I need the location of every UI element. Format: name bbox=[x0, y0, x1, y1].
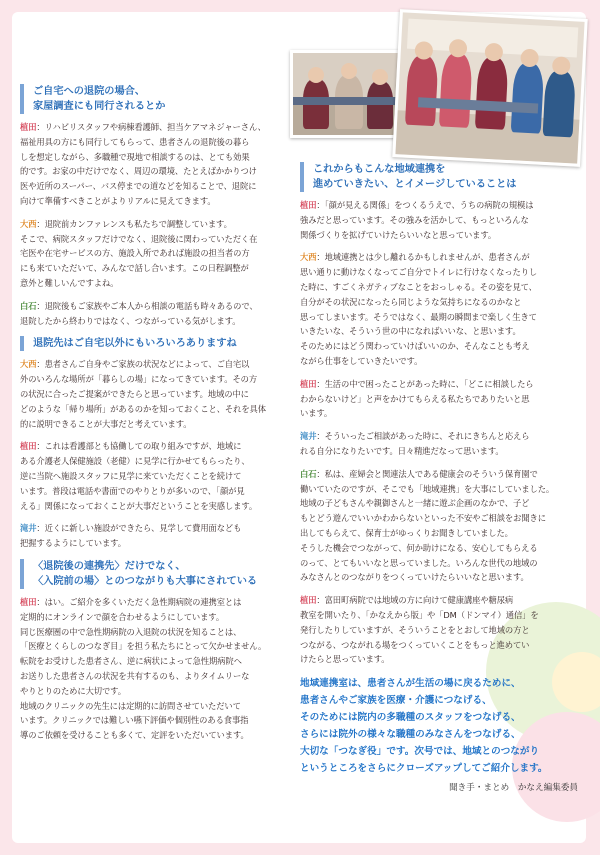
section-body-future bbox=[300, 198, 578, 667]
paragraph-line bbox=[300, 444, 578, 459]
line-text: お送りした患者さんの状況を共有するのも、よりタイムリーな bbox=[20, 670, 250, 681]
paragraph-line bbox=[300, 429, 578, 444]
paragraph-line bbox=[20, 521, 290, 536]
paragraph-line bbox=[300, 652, 578, 667]
paragraph-line bbox=[20, 484, 290, 499]
line-text: える」関係になっておくことが大事だということを実感します。 bbox=[20, 500, 258, 511]
line-text: います。クリニックでは難しい嚥下評価や個別性のある食事指 bbox=[20, 715, 249, 726]
line-text: た時に、すごくネガティブなことをおっしゃる。その姿を見て、 bbox=[300, 281, 537, 292]
paragraph-line bbox=[20, 179, 290, 194]
dialogue-paragraph bbox=[300, 593, 578, 667]
line-text: いきたいな、そういう世の中になればいいな、と思います。 bbox=[300, 326, 521, 337]
speaker-name: 白石 bbox=[300, 468, 317, 479]
line-text: 的に説明できることが大事だと考えています。 bbox=[20, 418, 192, 429]
paragraph-line bbox=[20, 728, 290, 743]
paragraph-line bbox=[300, 541, 578, 556]
paragraph-line bbox=[20, 194, 290, 209]
dialogue-paragraph bbox=[300, 198, 578, 242]
paragraph-line bbox=[300, 467, 578, 482]
line-text: ：生活の中で困ったことがあった時に、「どこに相談したら bbox=[316, 378, 534, 389]
paragraph-line bbox=[20, 454, 290, 469]
paragraph-line bbox=[300, 250, 578, 265]
line-text: のって、とてもいいなと思っていました。いろんな世代の地域の bbox=[300, 557, 538, 568]
line-text: そこで、病院スタッフだけでなく、退院後に関わっていただく在 bbox=[20, 233, 258, 244]
line-text: そうした機会でつながって、何か助けになる、安心してもらえる bbox=[300, 542, 538, 553]
line-text: 教室を開いたり、「かなえから版」や「DM（ドンマイ）通信」を bbox=[300, 609, 539, 620]
line-text: 「医療とくらしのつなぎ目」を担う私たちにとって欠かせません。 bbox=[20, 641, 267, 652]
paragraph-line bbox=[20, 439, 290, 454]
line-text: います。普段は電話や書面でのやりとりが多いので、「顔が見 bbox=[20, 485, 245, 496]
paragraph-line bbox=[20, 299, 290, 314]
left-column bbox=[20, 84, 290, 751]
line-text: ：リハビリスタッフや病棟看護師、担当ケアマネジャーさん、 bbox=[36, 122, 266, 132]
line-text: ：患者さんご自身やご家族の状況などによって、ご自宅以 bbox=[36, 359, 250, 370]
paragraph-line bbox=[300, 310, 578, 325]
paragraph-line bbox=[20, 469, 290, 484]
line-text: ：退院後もご家族やご本人から相談の電話も時々あるので、 bbox=[36, 300, 258, 311]
line-text: ：私は、産婦会と関連法人である健康会のそういう保育園で bbox=[316, 468, 538, 479]
line-text: そのためにはどう関わっていけばいいのか、そんなことも考え bbox=[300, 341, 530, 352]
line-text: ：これは看護部とも協働しての取り組みですが、地域に bbox=[36, 441, 242, 452]
paragraph-line bbox=[20, 387, 290, 402]
paragraph-line bbox=[20, 150, 290, 165]
line-text: ：富田町病院では地域の方に向けて健康講座や糖尿病 bbox=[316, 595, 514, 606]
dialogue-paragraph bbox=[20, 357, 290, 431]
paragraph-line bbox=[300, 354, 578, 369]
line-text: つながる、つながれる場をつくっていくことをもっと進めてい bbox=[300, 639, 530, 650]
line-text: どのような「帰り場所」があるのかを知っておくこと、それを具体 bbox=[20, 403, 266, 414]
section-body-pre-admission bbox=[20, 595, 290, 743]
line-text: 強みだと思っています。その強みを活かして、もっといろんな bbox=[300, 214, 529, 225]
line-text: います。 bbox=[300, 408, 333, 419]
paragraph-line bbox=[20, 120, 290, 135]
paragraph-line bbox=[300, 295, 578, 310]
line-text: ながら仕事をしていきたいです。 bbox=[300, 355, 423, 366]
section-heading-home-discharge: ご自宅への退院の場合、 家屋調査にも同行されるとか bbox=[20, 84, 290, 114]
dialogue-paragraph bbox=[300, 250, 578, 368]
right-column bbox=[300, 162, 578, 793]
dialogue-paragraph bbox=[20, 217, 290, 291]
speaker-name: 植田 bbox=[20, 122, 37, 132]
section-body-other-destinations bbox=[20, 357, 290, 551]
line-text: ：はい。ご紹介を多くいただく急性期病院の連携室とは bbox=[36, 596, 242, 607]
dialogue-paragraph bbox=[300, 429, 578, 459]
paragraph-line bbox=[300, 511, 578, 526]
line-text: しを想定しながら、多職種で現地で相談するのは、とても効果 bbox=[20, 151, 250, 162]
paragraph-line bbox=[20, 164, 290, 179]
line-text: 福祉用具の方にも同行してもらって、患者さんの退院後の暮ら bbox=[20, 136, 250, 147]
paragraph-line bbox=[20, 135, 290, 150]
paragraph-line bbox=[20, 357, 290, 372]
speaker-name: 大西 bbox=[20, 218, 37, 229]
staff-photo-large bbox=[392, 9, 587, 167]
line-text: ：近くに新しい施設ができたら、見学して費用面なども bbox=[36, 523, 242, 534]
dialogue-paragraph bbox=[20, 299, 290, 329]
section-body-home-discharge bbox=[20, 120, 290, 328]
line-text: ある介護老人保健施設（老健）に見学に行かせてもらったり、 bbox=[20, 456, 250, 467]
dialogue-paragraph bbox=[300, 467, 578, 585]
line-text: 出してもらえて、保育士がゆっくりお聞きしていました。 bbox=[300, 527, 513, 538]
interviewer-credit: 聞き手・まとめ かなえ編集委員 bbox=[449, 783, 578, 794]
paragraph-line bbox=[20, 625, 290, 640]
paragraph-line bbox=[300, 406, 578, 421]
line-text: もとどう遊んでいいかわからないといった不安やご相談をお聞きに bbox=[300, 513, 546, 524]
line-text: わからないけど」と声をかけてもらえる私たちでありたいと思 bbox=[300, 393, 530, 404]
line-text: 関係づくりを拡げていけたらいいなと思っています。 bbox=[300, 229, 497, 240]
line-text: 向けて準備すべきことがよりリアルに見えてきます。 bbox=[20, 195, 216, 206]
paragraph-line bbox=[300, 496, 578, 511]
paragraph-line bbox=[20, 276, 290, 291]
paragraph-line bbox=[20, 372, 290, 387]
line-text: ：退院前カンファレンスも私たちで調整しています。 bbox=[36, 218, 232, 229]
line-text: 的です。お家の中だけでなく、周辺の環境、たとえばかかりつけ bbox=[20, 166, 257, 177]
speaker-name: 滝井 bbox=[300, 431, 317, 442]
paragraph-line bbox=[300, 377, 578, 392]
line-text: 思い通りに動けなくなってご自分でトイレに行けなくなったりし bbox=[300, 267, 538, 278]
paragraph-line bbox=[300, 198, 578, 213]
paragraph-line bbox=[20, 639, 290, 654]
paragraph-line bbox=[300, 339, 578, 354]
staff-photo-small bbox=[290, 50, 406, 138]
dialogue-paragraph bbox=[20, 521, 290, 551]
paragraph-line bbox=[300, 623, 578, 638]
paragraph-line bbox=[300, 570, 578, 585]
speaker-name: 植田 bbox=[300, 378, 317, 389]
line-text: ：そういったご相談があった時に、それにきちんと応えら bbox=[316, 431, 530, 442]
paragraph-line bbox=[20, 217, 290, 232]
line-text: 意外と難しいんですよね。 bbox=[20, 277, 119, 288]
line-text: 同じ医療圏の中で急性期病院の入退院の状況を知ることは、 bbox=[20, 626, 242, 637]
paragraph-line bbox=[20, 402, 290, 417]
dialogue-paragraph bbox=[20, 120, 290, 209]
line-text: 転院をお受けした患者さん、逆に病状によって急性期病院へ bbox=[20, 656, 242, 667]
paragraph-line bbox=[300, 593, 578, 608]
paragraph-line bbox=[20, 684, 290, 699]
line-text: 逆に当院へ施設スタッフに見学に来ていただくことを続けて bbox=[20, 470, 242, 481]
dialogue-paragraph bbox=[300, 377, 578, 421]
paragraph-line bbox=[300, 638, 578, 653]
line-text: 把握するようにしています。 bbox=[20, 538, 126, 549]
line-text: 働いていたのですが、そこでも「地域連携」を大事にしていました。 bbox=[300, 483, 555, 494]
section-heading-other-destinations: 退院先はご自宅以外にもいろいろありますね bbox=[20, 336, 290, 351]
paragraph-line bbox=[300, 265, 578, 280]
paragraph-line bbox=[300, 482, 578, 497]
paragraph-line bbox=[300, 280, 578, 295]
speaker-name: 大西 bbox=[20, 359, 37, 370]
speaker-name: 植田 bbox=[300, 200, 317, 210]
paragraph-line bbox=[300, 556, 578, 571]
line-text: ：「顔が見える関係」をつくるうえで、うちの病院の規模は bbox=[316, 200, 534, 210]
speaker-name: 白石 bbox=[20, 300, 37, 311]
line-text: 地域の子どもさんや親御さんと一緒に遊ぶ企画のなかで、子ど bbox=[300, 498, 530, 509]
line-text: 発行したりしていますが、そういうことをとおして地域の方と bbox=[300, 624, 530, 635]
paragraph-line bbox=[300, 324, 578, 339]
page-sheet bbox=[12, 12, 586, 843]
line-text: やりとりのために大切です。 bbox=[20, 685, 126, 696]
line-text: 外のいろんな場所が「暮らしの場」になってきています。その方 bbox=[20, 374, 258, 385]
line-text: 思ってしまいます。そうではなく、最期の瞬間まで楽しく生きて bbox=[300, 311, 537, 322]
paragraph-line bbox=[20, 246, 290, 261]
line-text: 導のご依頼を受けることも多くて、定評をいただいています。 bbox=[20, 730, 249, 741]
line-text: 退院したから終わりではなく、つながっている気がします。 bbox=[20, 315, 241, 326]
line-text: の状況に合ったご提案ができたらと思っています。地域の中に bbox=[20, 388, 249, 399]
dialogue-paragraph bbox=[20, 439, 290, 513]
paragraph-line bbox=[20, 713, 290, 728]
closing-message: 地域連携室は、患者さんが生活の場に戻るために、 患者さんやご家族を医療・介護につなげる、 そのためには院内の多職種のスタッフをつなげる、 さらには院外の様々な職種のみなさんをつなげる、 大切な「つなぎ役」です。次号では、地域とのつながり というところをさらにクローズアップしてご紹介します。 bbox=[300, 678, 548, 775]
paragraph-line bbox=[20, 314, 290, 329]
paragraph-line bbox=[20, 499, 290, 514]
paragraph-line bbox=[20, 610, 290, 625]
section-heading-future: これからもこんな地域連携を 進めていきたい、とイメージしていることは bbox=[300, 162, 578, 192]
paragraph-line bbox=[20, 232, 290, 247]
speaker-name: 滝井 bbox=[20, 523, 37, 534]
line-text: ：地域連携とは少し離れるかもしれませんが、患者さんが bbox=[316, 252, 530, 263]
paragraph-line bbox=[20, 654, 290, 669]
paragraph-line bbox=[300, 392, 578, 407]
speaker-name: 植田 bbox=[20, 441, 37, 452]
line-text: れる自分になりたいです。日々精進だなって思います。 bbox=[300, 445, 504, 456]
paragraph-line bbox=[20, 699, 290, 714]
paragraph-line bbox=[300, 526, 578, 541]
line-text: 宅医や在宅サービスの方、施設入所であれば施設の担当者の方 bbox=[20, 248, 250, 259]
paragraph-line bbox=[300, 228, 578, 243]
paragraph-line bbox=[300, 213, 578, 228]
paragraph-line bbox=[20, 417, 290, 432]
line-text: 地域のクリニックの先生には定期的に訪問させていただいて bbox=[20, 700, 241, 711]
paragraph-line bbox=[20, 669, 290, 684]
speaker-name: 大西 bbox=[300, 252, 317, 263]
paragraph-line bbox=[20, 536, 290, 551]
paragraph-line bbox=[20, 595, 290, 610]
speaker-name: 植田 bbox=[300, 595, 317, 606]
line-text: けたらと思っています。 bbox=[300, 654, 390, 665]
line-text: みなさんとのつながりをつくっていけたらいいなと思います。 bbox=[300, 572, 529, 583]
section-heading-pre-admission: 〈退院後の連携先〉だけでなく、 〈入院前の場〉とのつながりも大事にされている bbox=[20, 559, 290, 589]
paragraph-line bbox=[300, 608, 578, 623]
line-text: 医や近所のスーパー、バス停までの道などを知ることで、退院に bbox=[20, 181, 257, 192]
speaker-name: 植田 bbox=[20, 596, 37, 607]
line-text: 定期的にオンラインで顔を合わせるようにしています。 bbox=[20, 611, 225, 622]
paragraph-line bbox=[20, 261, 290, 276]
line-text: にも来ていただいて、みんなで話し合います。この日程調整が bbox=[20, 263, 249, 274]
dialogue-paragraph bbox=[20, 595, 290, 743]
line-text: 自分がその状況になったら同じような気持ちになるのかなと bbox=[300, 296, 522, 307]
